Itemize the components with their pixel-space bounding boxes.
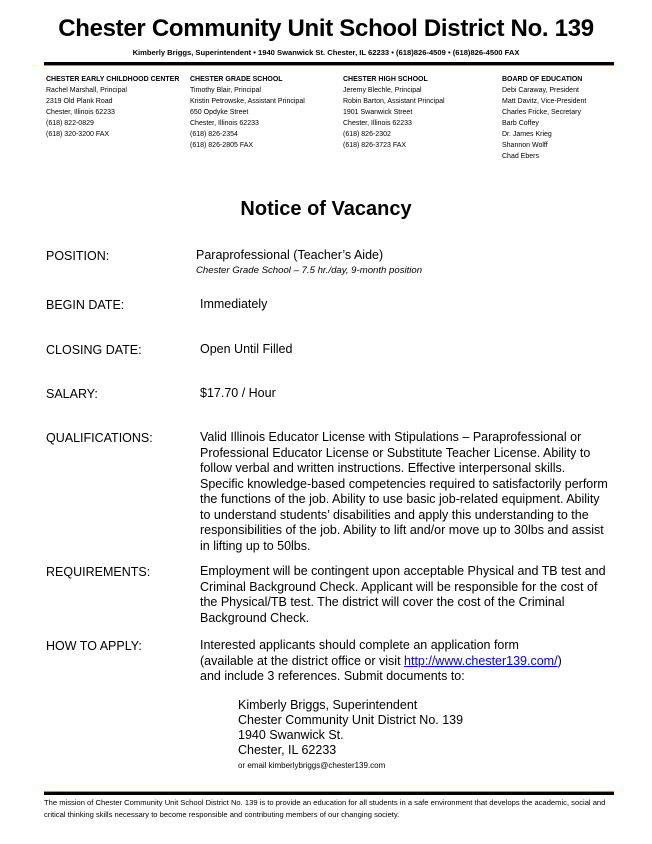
position-label: POSITION: [46,249,110,263]
contact-line: 2319 Old Plank Road [46,98,113,105]
contact-column-heading: CHESTER EARLY CHILDHOOD CENTER [46,76,180,83]
contact-line: Timothy Blair, Principal [190,87,261,94]
contact-column-heading: BOARD OF EDUCATION [502,76,583,83]
notice-title: Notice of Vacancy [240,198,412,220]
address-line: Chester, IL 62233 [238,743,337,757]
contact-line: Robin Barton, Assistant Principal [343,98,445,105]
contact-line: Chad Ebers [502,153,539,160]
apply-line-2: (available at the district office or visit [200,653,405,668]
email-line: or email kimberlybriggs@chester139.com [238,761,386,770]
contact-line: Matt Davitz, Vice-President [502,98,587,105]
apply-line-3: and include 3 references. Submit documents to: [200,669,465,683]
salary-label: SALARY: [46,387,98,401]
position-value [196,248,608,277]
mailing-address [238,698,463,773]
contact-column [343,74,445,151]
closing-date-label: CLOSING DATE: [46,343,142,357]
contact-line: Kristin Petrowske, Assistant Principal [190,98,305,105]
contact-line: (618) 826-2805 FAX [190,142,254,149]
begin-date-value: Immediately [200,297,268,311]
qualifications-value: Valid Illinois Educator License with Stipulations – Paraprofessional or Professional Educator License or Substitute Teacher License. Ability to follow verbal and written instructions. Effective interpersonal skills. Specific knowledge-based competencies required to satisfactorily perform the functions of the job. Ability to use basic job-related equipment. Ability to understand students’ disabilities and apply this understanding to the responsibilities of the job. Ability to lift and/or move up to 30lbs and assist in lifting up to 50lbs. [200,430,608,553]
contact-line: 650 Opdyke Street [190,109,249,116]
position-detail: Chester Grade School – 7.5 hr./day, 9-month position [196,264,423,276]
contact-line: (618) 320-3200 FAX [46,131,110,138]
contact-line: Jeremy Blechle, Principal [343,87,422,94]
contact-line: Charles Fricke, Secretary [502,109,581,116]
how-to-apply-label: HOW TO APPLY: [46,639,142,653]
apply-line-2-end: ) [557,653,562,668]
contact-column [190,74,305,151]
contact-line: Chester, Illinois 62233 [343,120,412,127]
apply-line-1: Interested applicants should complete an application form [200,638,519,652]
contact-line: Chester, Illinois 62233 [46,109,115,116]
position-title: Paraprofessional (Teacher’s Aide) [196,248,384,262]
requirements-value: Employment will be contingent upon acceptable Physical and TB test and Criminal Background Check. Applicant will be responsible for the cost of the Physical/TB test. The district will cover the cost of the Criminal Background Check. [200,564,606,625]
contact-line: 1901 Swanwick Street [343,109,413,116]
contact-line: (618) 826-2302 [343,131,391,138]
address-line: 1940 Swanwick St. [238,728,344,742]
address-line: Chester Community Unit District No. 139 [238,713,464,727]
contact-line: Rachel Marshall, Principal [46,87,127,94]
contact-line: (618) 826-3723 FAX [343,142,407,149]
contact-line: Chester, Illinois 62233 [190,120,259,127]
closing-date-value: Open Until Filled [200,342,293,356]
contact-column-heading: CHESTER GRADE SCHOOL [190,76,283,83]
address-line: Kimberly Briggs, Superintendent [238,698,418,712]
contact-line: (618) 822-0829 [46,120,94,127]
district-title: Chester Community Unit School District No. 139 [58,15,594,42]
requirements-label: REQUIREMENTS: [46,565,151,579]
contact-column-heading: CHESTER HIGH SCHOOL [343,76,428,83]
mission-statement: The mission of Chester Community Unit School District No. 139 is to provide an education for all students in a safe environment that develops the academic, social and critical thinking skills necessary to become responsible and contributing members of our changing society. [44,798,606,819]
contact-line: Shannon Wolff [502,142,548,149]
footer-divider [44,791,614,795]
district-subtitle: Kimberly Briggs, Superintendent • 1940 Swanwick St. Chester, IL 62233 • (618)826-4509 • (618)826-4500 FAX [132,48,520,57]
contact-line: (618) 826-2354 [190,131,238,138]
qualifications-label: QUALIFICATIONS: [46,431,153,445]
district-website-link[interactable]: http://www.chester139.com/ [404,653,558,668]
header-divider [44,62,614,66]
contact-line: Debi Caraway, President [502,87,579,94]
begin-date-label: BEGIN DATE: [46,298,125,312]
contact-line: Dr. James Krieg [502,131,552,138]
contact-line: Barb Coffey [502,120,539,127]
contact-column [46,74,179,140]
how-to-apply-value [200,638,612,685]
salary-value: $17.70 / Hour [200,386,276,400]
contact-column [502,74,586,162]
